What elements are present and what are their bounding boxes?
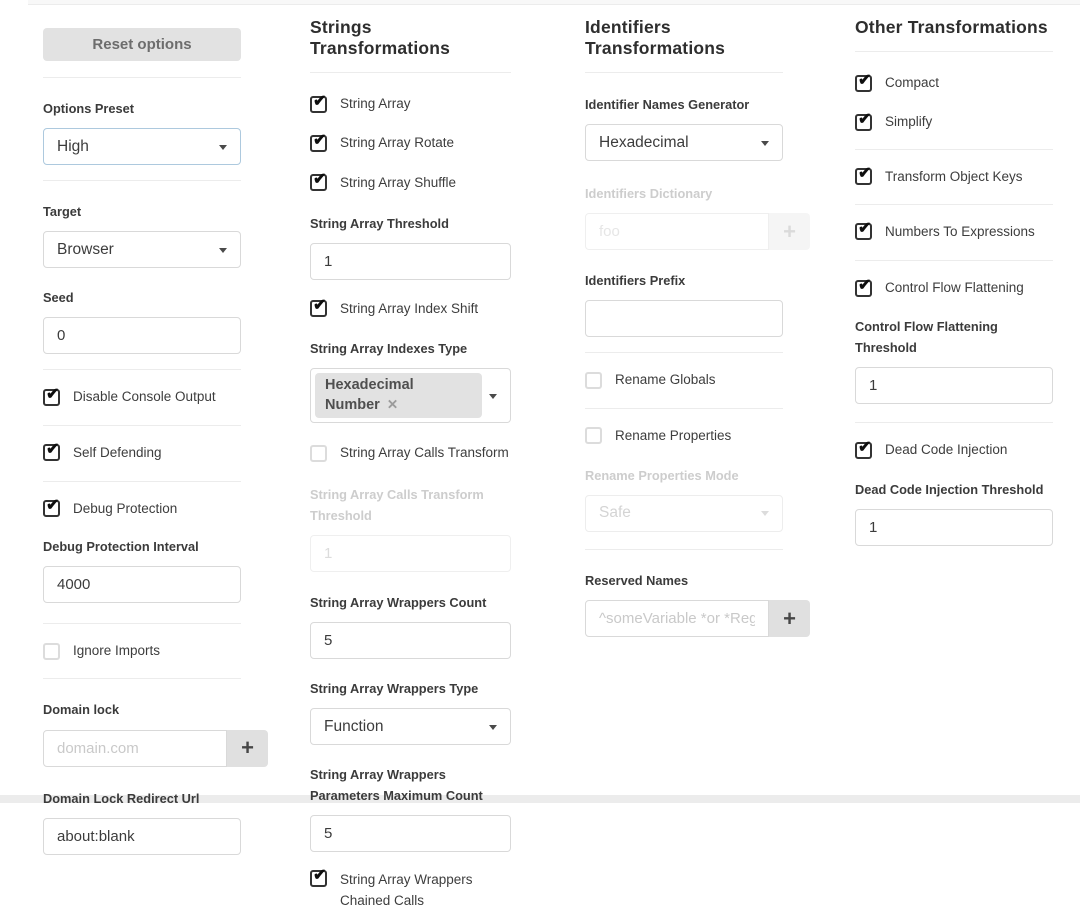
rename-properties-mode-label: Rename Properties Mode	[585, 467, 739, 483]
rename-properties-mode-value: Safe	[599, 504, 631, 522]
debug-protection-checkbox[interactable]	[43, 499, 241, 519]
options-preset-label: Options Preset	[43, 101, 135, 116]
seed-label: Seed	[43, 290, 74, 306]
divider	[310, 72, 511, 73]
checkbox-label: Disable Console Output	[73, 389, 216, 405]
divider	[43, 481, 241, 482]
transform-object-keys-checkbox[interactable]	[855, 167, 1053, 187]
target-select[interactable]	[43, 231, 241, 268]
checkbox-label: Self Defending	[73, 444, 162, 460]
remove-tag-icon[interactable]: ✕	[386, 396, 399, 412]
simplify-checkbox[interactable]	[855, 112, 1053, 132]
string-array-calls-transform-threshold-label: String Array Calls Transform Threshold	[310, 486, 484, 523]
self-defending-checkbox[interactable]	[43, 443, 241, 463]
dead-code-injection-threshold-input[interactable]	[855, 509, 1053, 546]
checkbox-box	[585, 372, 602, 389]
strings-transformations-heading: Strings Transformations	[310, 17, 451, 58]
string-array-rotate-checkbox[interactable]	[310, 133, 511, 153]
checkbox-label: Compact	[885, 75, 940, 90]
rename-globals-checkbox[interactable]	[585, 370, 783, 390]
rename-properties-mode-select	[585, 495, 783, 532]
string-array-shuffle-checkbox[interactable]	[310, 173, 511, 193]
reserved-names-group	[585, 600, 810, 637]
dead-code-injection-threshold-label: Dead Code Injection Threshold	[855, 481, 1044, 497]
options-preset-select[interactable]	[43, 128, 241, 165]
string-array-wrappers-parameters-maximum-count-label: String Array Wrappers Parameters Maximum Count	[310, 767, 483, 804]
checkmark-icon	[855, 75, 872, 92]
checkbox-label: Rename Globals	[615, 372, 716, 388]
chevron-down-icon	[489, 725, 497, 730]
checkmark-icon	[43, 389, 60, 406]
control-flow-flattening-threshold-label: Control Flow Flattening Threshold	[855, 319, 998, 356]
divider	[43, 678, 241, 679]
divider	[585, 72, 783, 73]
identifiers-transformations-heading: Identifiers Transformations	[585, 17, 726, 58]
checkbox-label: Rename Properties	[615, 427, 732, 443]
domain-lock-add-button[interactable]	[227, 730, 268, 767]
debug-protection-interval-label: Debug Protection Interval	[43, 539, 199, 555]
divider	[855, 51, 1053, 52]
checkmark-icon	[310, 870, 327, 887]
checkmark-icon	[855, 114, 872, 131]
other-transformations-column	[855, 0, 1053, 546]
plus-icon: +	[783, 605, 796, 631]
checkmark-icon	[310, 135, 327, 152]
rename-properties-checkbox[interactable]	[585, 426, 783, 446]
checkbox-label: Control Flow Flattening	[885, 280, 1024, 295]
compact-checkbox[interactable]	[855, 73, 1053, 93]
identifiers-prefix-input[interactable]	[585, 300, 783, 337]
chevron-down-icon	[761, 511, 769, 516]
control-flow-flattening-checkbox[interactable]	[855, 278, 1053, 298]
divider	[585, 352, 783, 353]
divider	[855, 260, 1053, 261]
checkbox-label: String Array Calls Transform	[340, 445, 509, 461]
options-preset-value: High	[57, 137, 89, 155]
reset-options-button[interactable]: Reset options	[43, 28, 241, 61]
reserved-names-input[interactable]	[585, 600, 769, 637]
chevron-down-icon	[761, 141, 769, 146]
identifiers-dictionary-group	[585, 213, 810, 250]
dead-code-injection-checkbox[interactable]	[855, 440, 1053, 460]
divider	[43, 623, 241, 624]
string-array-calls-transform-threshold-input	[310, 535, 511, 572]
ignore-imports-checkbox[interactable]	[43, 641, 241, 661]
chevron-down-icon	[219, 248, 227, 253]
identifiers-transformations-column	[585, 0, 796, 637]
divider	[855, 204, 1053, 205]
string-array-threshold-input[interactable]	[310, 243, 511, 280]
target-label: Target	[43, 204, 82, 220]
numbers-to-expressions-checkbox[interactable]	[855, 222, 1053, 242]
reserved-names-label: Reserved Names	[585, 572, 689, 588]
divider	[43, 425, 241, 426]
checkbox-box	[585, 427, 602, 444]
domain-lock-redirect-url-label: Domain Lock Redirect Url	[43, 790, 200, 806]
identifiers-dictionary-add-button	[769, 213, 810, 250]
checkmark-icon	[43, 444, 60, 461]
domain-lock-label: Domain lock	[43, 702, 120, 718]
string-array-wrappers-type-label: String Array Wrappers Type	[310, 680, 479, 696]
checkmark-icon	[310, 174, 327, 191]
checkbox-label: String Array Index Shift	[340, 300, 479, 316]
chevron-down-icon	[489, 394, 497, 399]
domain-lock-group	[43, 730, 268, 767]
checkbox-label: Ignore Imports	[73, 643, 161, 659]
string-array-wrappers-count-input[interactable]	[310, 622, 511, 659]
divider	[43, 180, 241, 181]
plus-icon: +	[241, 735, 254, 761]
plus-icon: +	[783, 218, 796, 244]
string-array-wrappers-count-label: String Array Wrappers Count	[310, 594, 487, 610]
checkbox-box	[310, 445, 327, 462]
chevron-down-icon	[219, 145, 227, 150]
selected-option-tag	[315, 373, 482, 418]
string-array-indexes-type-label: String Array Indexes Type	[310, 341, 468, 357]
domain-lock-input[interactable]	[43, 730, 227, 767]
divider	[855, 422, 1053, 423]
checkbox-label: Numbers To Expressions	[885, 223, 1035, 239]
string-array-calls-transform-checkbox[interactable]	[310, 443, 511, 463]
string-array-wrappers-type-value: Function	[324, 717, 384, 735]
checkbox-label: String Array	[340, 96, 411, 111]
divider	[43, 77, 241, 78]
string-array-threshold-label: String Array Threshold	[310, 215, 449, 231]
strings-transformations-column	[310, 0, 511, 911]
string-array-wrappers-parameters-maximum-count-input[interactable]	[310, 815, 511, 852]
checkbox-label: Simplify	[885, 114, 933, 130]
checkmark-icon	[855, 280, 872, 297]
divider	[855, 149, 1053, 150]
string-array-indexes-type-select[interactable]	[310, 368, 511, 423]
checkmark-icon	[310, 96, 327, 113]
checkmark-icon	[855, 223, 872, 240]
divider	[585, 549, 783, 550]
identifiers-dictionary-input	[585, 213, 769, 250]
target-value: Browser	[57, 240, 114, 258]
tag-label: Hexadecimal Number	[325, 377, 414, 413]
identifier-names-generator-select[interactable]	[585, 124, 783, 161]
string-array-wrappers-chained-calls-checkbox[interactable]	[310, 870, 511, 911]
identifiers-prefix-label: Identifiers Prefix	[585, 273, 686, 289]
checkbox-label: String Array Shuffle	[340, 174, 457, 190]
checkmark-icon	[310, 300, 327, 317]
divider	[43, 369, 241, 370]
checkbox-label: String Array Rotate	[340, 135, 455, 151]
checkbox-label: Debug Protection	[73, 500, 178, 516]
reserved-names-add-button[interactable]	[769, 600, 810, 637]
string-array-index-shift-checkbox[interactable]	[310, 299, 511, 319]
checkmark-icon	[855, 168, 872, 185]
divider	[585, 408, 783, 409]
checkbox-label: String Array Wrappers Chained Calls	[340, 872, 473, 908]
checkmark-icon	[855, 442, 872, 459]
seed-input[interactable]	[43, 317, 241, 354]
domain-lock-redirect-url-input[interactable]	[43, 818, 241, 855]
identifier-names-generator-value: Hexadecimal	[599, 133, 689, 151]
checkbox-label: Dead Code Injection	[885, 442, 1008, 458]
identifiers-dictionary-label: Identifiers Dictionary	[585, 186, 713, 202]
other-transformations-heading: Other Transformations	[855, 17, 1048, 37]
checkbox-box	[43, 643, 60, 660]
control-flow-flattening-threshold-input[interactable]	[855, 367, 1053, 404]
string-array-checkbox[interactable]	[310, 94, 511, 114]
disable-console-output-checkbox[interactable]	[43, 387, 241, 407]
string-array-wrappers-type-select[interactable]	[310, 708, 511, 745]
checkmark-icon	[43, 500, 60, 517]
general-options-column	[43, 0, 254, 855]
checkbox-label: Transform Object Keys	[885, 168, 1023, 184]
debug-protection-interval-input[interactable]	[43, 566, 241, 603]
identifier-names-generator-label: Identifier Names Generator	[585, 97, 750, 112]
